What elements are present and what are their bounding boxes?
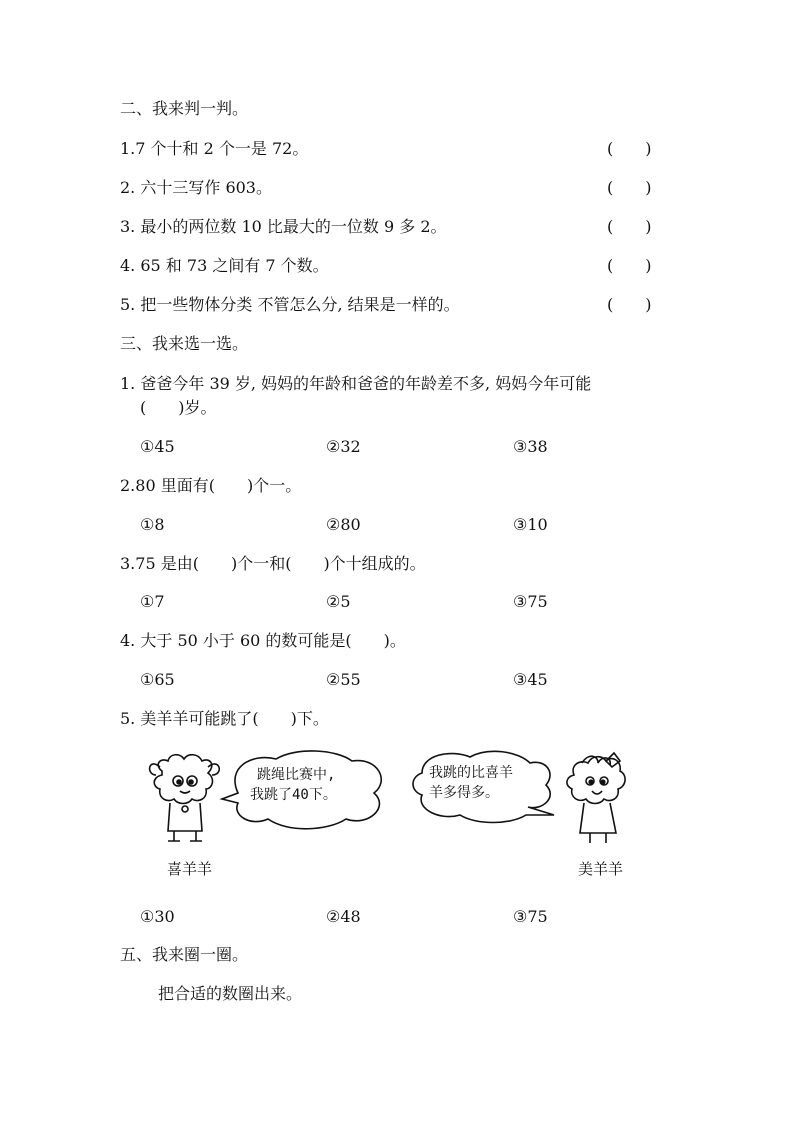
q2-option-1[interactable]: [140, 514, 165, 536]
q1-option-2[interactable]: [326, 436, 361, 458]
marker-1: ①: [140, 907, 155, 926]
q3-option-1-value: 7: [154, 592, 165, 611]
marker-3: ③: [513, 592, 528, 611]
judge-item-1: 1.7 个十和 2 个一是 72。: [120, 139, 309, 158]
marker-3: ③: [513, 907, 528, 926]
q3-option-1[interactable]: [140, 591, 165, 613]
q3-option-3[interactable]: [513, 591, 548, 613]
q4-option-3[interactable]: [513, 669, 548, 691]
choice-q1-line1: 1. 爸爸今年 39 岁, 妈妈的年龄和爸爸的年龄差不多, 妈妈今年可能: [120, 374, 592, 393]
marker-2: ②: [326, 515, 341, 534]
q2-option-2[interactable]: [326, 514, 361, 536]
q1-option-1-value: 45: [154, 437, 175, 456]
q4-option-1[interactable]: [140, 669, 175, 691]
q5-option-2[interactable]: [326, 906, 361, 928]
q4-option-3-value: 45: [527, 670, 548, 689]
section-3-title: 三、我来选一选。: [120, 334, 249, 353]
right-bubble-line-1: 我跳的比喜羊: [429, 765, 513, 781]
judge-item-5: 5. 把一些物体分类 不管怎么分, 结果是一样的。: [120, 295, 460, 314]
judge-answer-3[interactable]: ( ): [607, 217, 652, 236]
q1-option-1[interactable]: [140, 436, 175, 458]
choice-q2: 2.80 里面有( )个一。: [120, 476, 302, 495]
q5-option-3[interactable]: [513, 906, 548, 928]
choice-q5: 5. 美羊羊可能跳了( )下。: [120, 709, 329, 728]
section-5-title: 五、我来圈一圈。: [120, 945, 249, 964]
q2-option-3[interactable]: [513, 514, 548, 536]
pretty-goat-figure: [567, 753, 625, 843]
right-bubble-line-2: 羊多得多。: [429, 785, 499, 801]
q3-option-2-value: 5: [340, 592, 351, 611]
left-bubble-line-1: 跳绳比赛中,: [257, 767, 336, 783]
choice-q3: 3.75 是由( )个一和( )个十组成的。: [120, 554, 426, 573]
choice-q4: 4. 大于 50 小于 60 的数可能是( )。: [120, 631, 406, 650]
q4-option-2-value: 55: [340, 670, 361, 689]
q5-option-2-value: 48: [340, 907, 361, 926]
sheep-illustration: [140, 745, 680, 855]
caption-pleasant-goat: 喜羊羊: [167, 860, 213, 878]
marker-2: ②: [326, 592, 341, 611]
q2-option-2-value: 80: [340, 515, 361, 534]
section-5-instruction: 把合适的数圈出来。: [158, 984, 303, 1003]
judge-item-4: 4. 65 和 73 之间有 7 个数。: [120, 256, 329, 275]
marker-1: ①: [140, 670, 155, 689]
q3-option-3-value: 75: [527, 592, 548, 611]
q1-option-2-value: 32: [340, 437, 361, 456]
judge-answer-5[interactable]: ( ): [607, 295, 652, 314]
q4-option-1-value: 65: [154, 670, 175, 689]
judge-answer-2[interactable]: ( ): [607, 178, 652, 197]
marker-2: ②: [326, 907, 341, 926]
pleasant-goat-figure: [150, 755, 220, 841]
marker-2: ②: [326, 670, 341, 689]
marker-1: ①: [140, 592, 155, 611]
marker-1: ①: [140, 437, 155, 456]
judge-item-2: 2. 六十三写作 603。: [120, 178, 272, 197]
marker-2: ②: [326, 437, 341, 456]
q2-option-3-value: 10: [527, 515, 548, 534]
marker-3: ③: [513, 670, 528, 689]
marker-1: ①: [140, 515, 155, 534]
judge-item-3: 3. 最小的两位数 10 比最大的一位数 9 多 2。: [120, 217, 447, 236]
q1-option-3[interactable]: [513, 436, 548, 458]
q1-option-3-value: 38: [527, 437, 548, 456]
q5-option-1[interactable]: [140, 906, 175, 928]
judge-answer-1[interactable]: ( ): [607, 139, 652, 158]
q5-option-1-value: 30: [154, 907, 175, 926]
left-bubble-line-2: 我跳了40下。: [250, 787, 337, 803]
choice-q1-line2: ( )岁。: [140, 398, 217, 417]
caption-pretty-goat: 美羊羊: [578, 860, 624, 878]
q3-option-2[interactable]: [326, 591, 351, 613]
judge-answer-4[interactable]: ( ): [607, 256, 652, 275]
marker-3: ③: [513, 515, 528, 534]
q5-option-3-value: 75: [527, 907, 548, 926]
q2-option-1-value: 8: [154, 515, 165, 534]
q4-option-2[interactable]: [326, 669, 361, 691]
section-2-title: 二、我来判一判。: [120, 99, 249, 118]
marker-3: ③: [513, 437, 528, 456]
